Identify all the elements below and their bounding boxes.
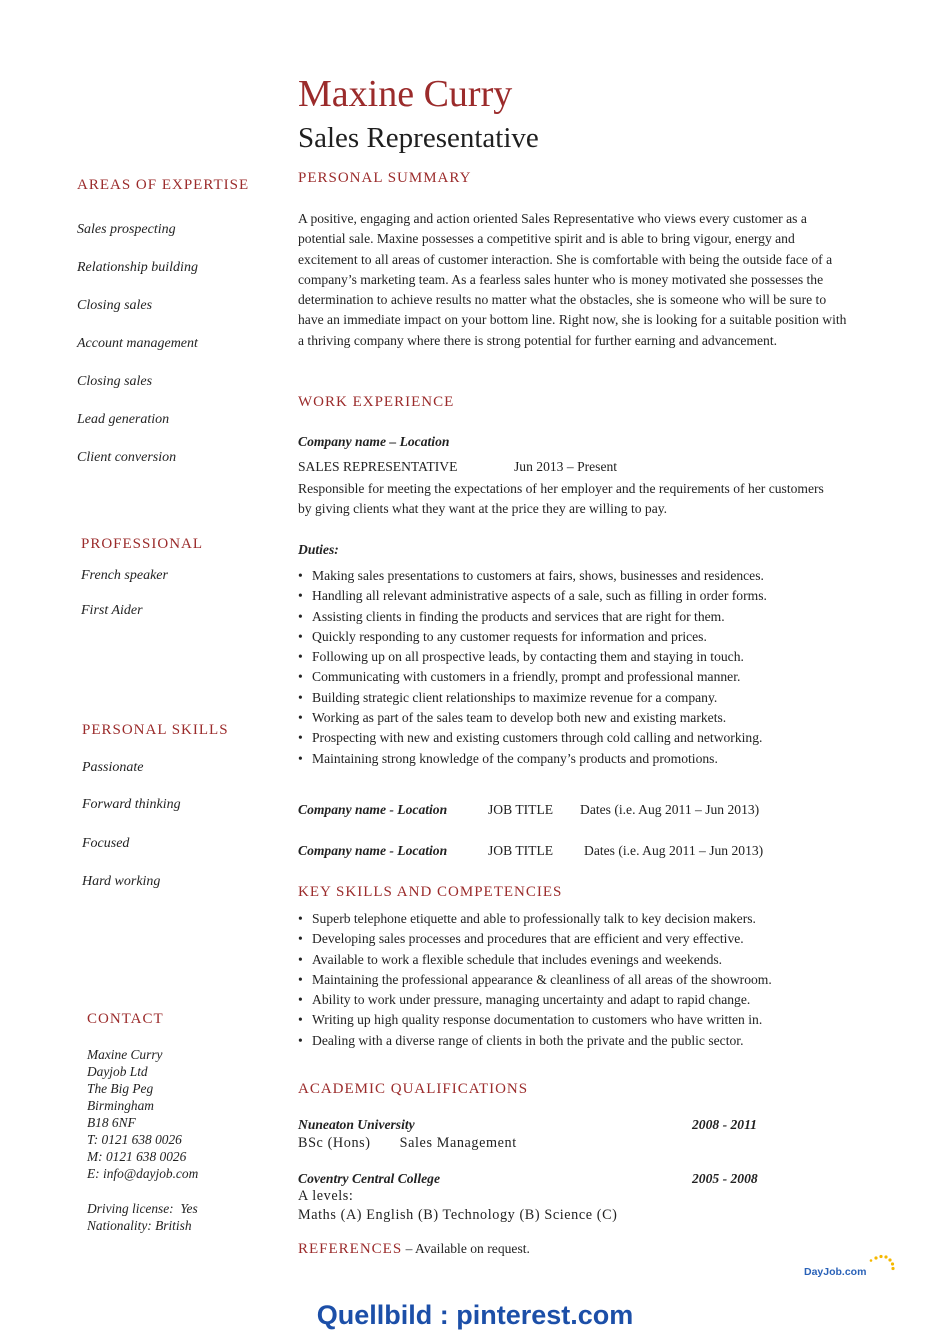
expertise-item: Closing sales — [77, 374, 153, 389]
prev-job-company: Company name - Location — [298, 802, 448, 817]
key-skills-list — [298, 909, 772, 1051]
work-heading: WORK EXPERIENCE — [298, 394, 455, 410]
professional-item: First Aider — [81, 603, 143, 618]
duty-item: • Building strategic client relationships to maximize revenue for a company. — [298, 688, 767, 708]
duty-item: • Handling all relevant administrative aspects of a sale, such as filling in order forms. — [298, 586, 767, 606]
prev-job-company: Company name - Location — [298, 843, 448, 858]
contact-line: Birmingham — [87, 1098, 154, 1113]
key-skills-heading: KEY SKILLS AND COMPETENCIES — [298, 884, 563, 900]
expertise-heading: AREAS OF EXPERTISE — [77, 177, 250, 193]
key-skill-item: • Ability to work under pressure, managing uncertainty and adapt to rapid change. — [298, 990, 772, 1010]
work-dates: Jun 2013 – Present — [514, 459, 618, 474]
work-company: Company name – Location — [298, 434, 450, 449]
expertise-item: Relationship building — [77, 260, 198, 275]
expertise-item: Lead generation — [77, 412, 170, 427]
work-job-title: SALES REPRESENTATIVE — [298, 459, 458, 474]
key-skill-item: • Maintaining the professional appearance & cleanliness of all areas of the showroom. — [298, 970, 772, 990]
dayjob-logo[interactable] — [804, 1253, 896, 1283]
duty-item: • Prospecting with new and existing customers through cold calling and networking. — [298, 728, 767, 748]
key-skill-item: • Superb telephone etiquette and able to professionally talk to key decision makers. — [298, 909, 772, 929]
academic-years: 2008 - 2011 — [692, 1117, 757, 1132]
contact-line: Dayjob Ltd — [87, 1064, 148, 1079]
expertise-item: Account management — [77, 336, 198, 351]
duty-item: • Assisting clients in finding the products and services that are right for them. — [298, 607, 767, 627]
professional-heading: PROFESSIONAL — [81, 536, 204, 552]
academic-years: 2005 - 2008 — [692, 1171, 758, 1186]
key-skill-item: • Developing sales processes and procedures that are efficient and very effective. — [298, 929, 772, 949]
personal-skills-heading: PERSONAL SKILLS — [82, 722, 229, 738]
academic-grades: Maths (A) English (B) Technology (B) Science (C) — [298, 1207, 618, 1223]
academic-school: Coventry Central College — [298, 1171, 440, 1186]
expertise-item: Client conversion — [77, 450, 177, 465]
logo-text: DayJob.com — [804, 1266, 867, 1278]
references-text: – Available on request. — [402, 1241, 530, 1256]
prev-job-dates: Dates (i.e. Aug 2011 – Jun 2013) — [580, 802, 760, 817]
key-skill-item: • Available to work a flexible schedule that includes evenings and weekends. — [298, 950, 772, 970]
references — [298, 1241, 530, 1258]
contact-heading: CONTACT — [87, 1011, 164, 1027]
duty-item: • Maintaining strong knowledge of the company’s products and promotions. — [298, 749, 767, 769]
prev-job-title: JOB TITLE — [488, 802, 554, 817]
duties-label: Duties: — [298, 542, 339, 557]
source-watermark: Quellbild : pinterest.com — [316, 1300, 634, 1330]
prev-job-title: JOB TITLE — [488, 843, 554, 858]
summary-heading: PERSONAL SUMMARY — [298, 170, 472, 186]
duty-item: • Quickly responding to any customer requests for information and prices. — [298, 627, 767, 647]
contact-phone: T: 0121 638 0026 — [87, 1132, 182, 1147]
personal-skill-item: Forward thinking — [82, 797, 181, 812]
contact-block — [87, 1046, 198, 1182]
contact-email[interactable]: E: info@dayjob.com — [87, 1166, 199, 1181]
prev-job-dates: Dates (i.e. Aug 2011 – Jun 2013) — [584, 843, 764, 858]
nationality: Nationality: British — [87, 1218, 192, 1233]
expertise-item: Closing sales — [77, 298, 153, 313]
work-description: Responsible for meeting the expectations of her employer and the requirements of her customers by giving clients what they want at the price they are willing to pay. — [298, 481, 824, 517]
duty-item: • Working as part of the sales team to develop both new and existing markets. — [298, 708, 767, 728]
personal-skill-item: Passionate — [82, 760, 144, 775]
candidate-name: Maxine Curry — [298, 73, 513, 115]
duties-list — [298, 566, 767, 769]
expertise-item: Sales prospecting — [77, 222, 176, 237]
academic-qualification: A levels: — [298, 1188, 354, 1204]
duty-item: • Following up on all prospective leads, by contacting them and staying in touch. — [298, 647, 767, 667]
professional-item: French speaker — [81, 568, 168, 583]
contact-line: The Big Peg — [87, 1081, 154, 1096]
duty-item: • Making sales presentations to customers at fairs, shows, businesses and residences. — [298, 566, 767, 586]
candidate-title: Sales Representative — [298, 122, 539, 154]
driving-license: Driving license: Yes — [87, 1201, 198, 1216]
contact-line: B18 6NF — [87, 1115, 136, 1130]
references-label: REFERENCES — [298, 1241, 403, 1257]
personal-skill-item: Focused — [82, 836, 130, 851]
contact-line: Maxine Curry — [87, 1047, 163, 1062]
personal-skill-item: Hard working — [82, 874, 161, 889]
academic-degree: BSc (Hons) Sales Management — [298, 1135, 517, 1151]
academic-school: Nuneaton University — [298, 1117, 415, 1132]
contact-extra — [87, 1200, 198, 1234]
contact-mobile: M: 0121 638 0026 — [87, 1149, 187, 1164]
summary-text: A positive, engaging and action oriented Sales Representative who views every customer as a potential sale. Maxine possesses a competitive spirit and is able to bring vigour, energy and excitement to all areas of customer interaction. She is comfortable with being the outside face of a company’s marketing team. As a fearless sales hunter who is money motivated she possesses the determination to achieve results no matter what the obstacles, she is someone who will be sure to have an immediate impact on your bottom line. Right now, she is looking for a suitable position with a thriving company where there is strong potential for further earning and advancement. — [298, 211, 847, 348]
key-skill-item: • Writing up high quality response documentation to customers who have written in. — [298, 1010, 772, 1030]
academic-heading: ACADEMIC QUALIFICATIONS — [298, 1081, 529, 1097]
key-skill-item: • Dealing with a diverse range of clients in both the private and the public sector. — [298, 1031, 772, 1051]
duty-item: • Communicating with customers in a friendly, prompt and professional manner. — [298, 667, 767, 687]
